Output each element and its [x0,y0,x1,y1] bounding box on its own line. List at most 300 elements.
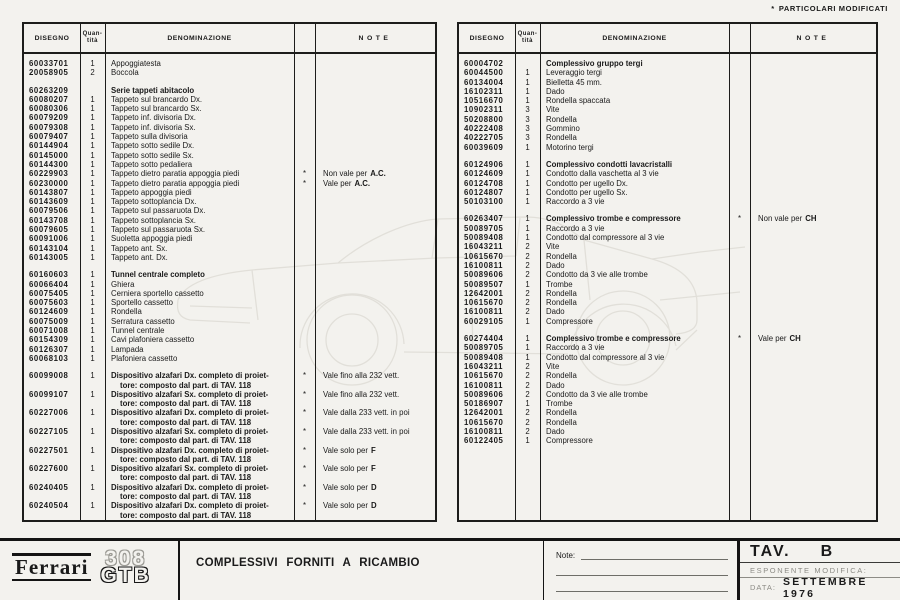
denomination-cell [105,446,294,465]
note-cell [315,113,435,122]
table-row [459,115,876,124]
denomination-cell [540,224,729,233]
quantity-cell: 2 [525,307,530,317]
denomination-cell [105,141,294,150]
quantity-cell: 1 [525,197,530,207]
note-cell [750,334,876,343]
note-label: Note: [556,551,576,560]
table-row [459,233,876,242]
star-cell [294,86,315,95]
note-code: D [370,482,377,492]
star-cell [294,123,315,132]
table-row [459,224,876,233]
denomination-cell [105,132,294,141]
denomination-cell [105,197,294,206]
denomination-cell [540,115,729,124]
denomination-line: Dispositivo alzafari Dx. completo di proiet- [111,445,269,455]
quantity-cell: 2 [525,361,530,371]
quantity-cell: 1 [90,225,95,235]
note-cell [750,124,876,133]
table-header [24,24,435,54]
denomination-cell [540,371,729,380]
table-row [24,169,435,178]
page-title: COMPLESSIVI FORNITI A RICAMBIO [196,557,420,569]
star-cell [729,353,750,362]
denomination-cell [540,169,729,178]
denomination-line: Plafoniera cassetto [111,353,178,363]
denomination-line: Tappeto sulla divisoria [111,132,188,142]
denomination-cell [540,334,729,343]
star-cell [729,242,750,251]
note-cell [315,151,435,160]
note-cell [750,298,876,307]
part-number-cell: 60039609 [464,142,504,152]
note-cell [315,326,435,335]
table-row [24,446,435,465]
part-number-cell: 60240504 [29,501,69,511]
table-row [24,179,435,188]
denomination-line: Vite [546,105,560,115]
footer-divider [178,541,180,600]
column-divider [540,24,541,520]
star-cell: * [737,214,742,224]
part-number-cell: 16100811 [464,307,504,317]
denomination-cell [540,233,729,242]
denomination-line: Vite [546,361,560,371]
note-code: A.C. [354,178,371,188]
note-cell [750,261,876,270]
denomination-line: Raccordo a 3 vie [546,343,605,353]
part-number-cell: 60071008 [29,326,69,336]
star-cell [294,317,315,326]
legend-text: PARTICOLARI MODIFICATI [778,4,888,13]
part-number-cell: 60033701 [29,59,69,68]
star-cell [729,362,750,371]
quantity-cell: 2 [525,371,530,381]
part-number-cell: 60099008 [29,371,69,381]
table-row [459,353,876,362]
denomination-cell [105,59,294,68]
denomination-line: tore: composto dal part. di TAV. 118 [120,380,252,390]
table-row [24,68,435,77]
denomination-cell [540,59,729,68]
star-cell [729,233,750,242]
table-row [24,390,435,409]
star-cell [729,436,750,445]
denomination-line: Condotto per ugello Dx. [546,178,628,188]
denomination-line: tore: composto dal part. di TAV. 118 [120,510,252,520]
denomination-line: Suoletta appoggia piedi [111,234,193,244]
note-code: F [370,445,376,455]
quantity-cell: 1 [90,445,95,455]
quantity-cell: 2 [90,68,95,78]
quantity-cell: 1 [525,169,530,179]
part-number-cell: 60080306 [29,104,69,114]
model-308: 308 [105,547,147,570]
note-cell [315,501,435,520]
part-number-cell: 16043211 [464,361,504,371]
modified-parts-legend [771,4,888,13]
star-cell: * [302,169,307,179]
quantity-cell: 1 [90,501,95,511]
note-text: Vale solo per [323,482,368,492]
part-number-cell: 40222408 [464,124,504,134]
section-gap [24,262,435,270]
quantity-cell: 1 [90,316,95,326]
denomination-cell [540,270,729,279]
part-number-cell: 12642001 [464,288,504,298]
denomination-line: Vite [546,242,560,252]
note-cell [315,86,435,95]
ferrari-logo [12,548,151,586]
denomination-cell [105,307,294,316]
quantity-cell: 1 [90,132,95,142]
note-cell [750,270,876,279]
denomination-line: Bielletta 45 mm. [546,77,602,87]
quantity-cell: 1 [90,288,95,298]
quantity-cell: 3 [525,105,530,115]
denomination-line: Rondella spaccata [546,96,611,106]
table-row [459,289,876,298]
col-header-quantita: Quan- tità [82,31,103,44]
denomination-cell [540,261,729,270]
denomination-cell [105,345,294,354]
asterisk-icon: * [771,4,775,13]
note-cell [750,353,876,362]
denomination-cell [540,143,729,152]
table-row [459,261,876,270]
denomination-cell [540,381,729,390]
star-cell [294,326,315,335]
denomination-cell [105,501,294,520]
quantity-cell: 2 [525,380,530,390]
note-cell [750,252,876,261]
table-row [459,270,876,279]
table-row [24,132,435,141]
quantity-cell: 1 [90,252,95,262]
quantity-cell: 1 [90,206,95,216]
table-row [459,427,876,436]
quantity-cell: 1 [90,426,95,436]
table-row [459,343,876,352]
col-header-note: NOTE [358,34,392,42]
note-cell [315,95,435,104]
quantity-cell: 1 [90,141,95,151]
denomination-line: Tappeto sul passaruota Dx. [111,206,206,216]
note-cell [315,160,435,169]
denomination-cell [540,436,729,445]
quantity-cell: 1 [90,197,95,207]
star-cell [729,143,750,152]
table-row [24,408,435,427]
star-cell [294,225,315,234]
denomination-line: Complessivo trombe e compressore [546,334,681,344]
quantity-cell: 1 [90,326,95,336]
col-header-quantita: Quan- tità [517,31,538,44]
note-cell [750,78,876,87]
note-cell [750,160,876,169]
star-cell [729,381,750,390]
quantity-cell: 1 [90,113,95,123]
part-number-cell: 50089606 [464,270,504,280]
part-number-cell: 60144904 [29,141,69,151]
part-number-cell: 60143609 [29,197,69,207]
star-cell [294,141,315,150]
part-number-cell: 16100811 [464,380,504,390]
denomination-cell [540,343,729,352]
denomination-cell [105,86,294,95]
column-divider [729,24,730,520]
denomination-line: tore: composto dal part. di TAV. 118 [120,492,252,502]
note-cell [315,216,435,225]
denomination-line: Serratura cassetto [111,316,175,326]
column-divider [315,24,316,520]
denomination-line: Tappeto ant. Sx. [111,243,168,253]
denomination-cell [105,123,294,132]
denomination-cell [540,289,729,298]
table-row [24,95,435,104]
part-number-cell: 60079209 [29,113,69,123]
note-cell [315,253,435,262]
note-cell [315,270,435,279]
note-text: Vale solo per [323,464,368,474]
denomination-line: Tappeto sul brancardo Dx. [111,94,203,104]
note-cell [315,390,435,409]
quantity-cell: 2 [525,408,530,418]
star-cell [729,252,750,261]
quantity-cell [515,59,540,68]
denomination-cell [540,362,729,371]
star-cell [729,160,750,169]
denomination-cell [540,399,729,408]
quantity-cell: 1 [90,279,95,289]
parts-table-left [22,22,437,522]
table-body-right [459,54,876,446]
denomination-cell [105,326,294,335]
table-row [24,464,435,483]
table-row [24,206,435,215]
note-cell [315,123,435,132]
note-cell [315,335,435,344]
denomination-line: Appoggiatesta [111,59,161,68]
denomination-cell [540,252,729,261]
denomination-line: Dispositivo alzafari Sx. completo di proiet- [111,389,269,399]
star-cell [294,298,315,307]
quantity-cell: 1 [525,96,530,106]
note-box [556,548,728,592]
part-number-cell: 60240405 [29,482,69,492]
star-cell: * [302,464,307,474]
quantity-cell: 1 [525,159,530,169]
note-cell [315,298,435,307]
quantity-cell: 1 [525,214,530,224]
ferrari-wordmark: Ferrari [12,553,91,581]
denomination-line: tore: composto dal part. di TAV. 118 [120,473,252,483]
table-row [24,160,435,169]
table-header [459,24,876,54]
note-text: Non vale per [323,169,368,179]
quantity-cell: 3 [525,124,530,134]
part-number-cell: 10615670 [464,298,504,308]
note-code: D [370,501,377,511]
note-code: F [370,464,376,474]
table-row [24,483,435,502]
section-gap [459,206,876,214]
note-cell [315,141,435,150]
note-text: Vale per [323,178,352,188]
denomination-line: Sportello cassetto [111,298,173,308]
quantity-cell: 1 [90,159,95,169]
quantity-cell: 1 [525,77,530,87]
part-number-cell: 16100811 [464,260,504,270]
data-value: SETTEMBRE 1976 [782,575,868,600]
part-number-cell: 60143104 [29,243,69,253]
denomination-line: Complessivo trombe e compressore [546,214,681,224]
star-cell: * [302,426,307,436]
denomination-line: Tappeto sottoplancia Sx. [111,215,196,225]
denomination-line: Condotto da 3 vie alle trombe [546,270,648,280]
denomination-cell [105,151,294,160]
table-row [24,307,435,316]
note-cell [315,59,435,68]
note-cell [315,188,435,197]
star-cell [729,224,750,233]
denomination-cell [540,353,729,362]
note-cell [750,197,876,206]
footer-divider [543,541,544,600]
note-cell [750,242,876,251]
quantity-cell: 1 [90,371,95,381]
denomination-cell [540,188,729,197]
section-gap [24,363,435,371]
part-number-cell: 10615670 [464,371,504,381]
table-row [24,216,435,225]
denomination-line: Condotto da 3 vie alle trombe [546,389,648,399]
part-number-cell: 60124708 [464,178,504,188]
denomination-cell [105,244,294,253]
note-cell [750,371,876,380]
part-number-cell: 60044500 [464,68,504,78]
star-cell [294,289,315,298]
star-cell [729,343,750,352]
table-row [459,78,876,87]
quantity-cell: 1 [90,335,95,345]
star-cell [294,307,315,316]
denomination-cell [105,206,294,215]
star-cell [294,345,315,354]
table-row [24,234,435,243]
table-row [24,501,435,520]
table-row [24,123,435,132]
denomination-cell [540,390,729,399]
star-cell [294,244,315,253]
note-cell [750,133,876,142]
part-number-cell: 60075405 [29,288,69,298]
star-cell [729,399,750,408]
part-number-cell: 10615670 [464,417,504,427]
denomination-cell [105,390,294,409]
table-row [459,362,876,371]
part-number-cell: 60066404 [29,279,69,289]
table-row [459,317,876,326]
star-cell [729,68,750,77]
denomination-line: Motorino tergi [546,142,594,152]
part-number-cell: 60143708 [29,215,69,225]
part-number-cell: 60144300 [29,159,69,169]
part-number-cell: 60227501 [29,445,69,455]
table-row [459,169,876,178]
denomination-line: tore: composto dal part. di TAV. 118 [120,399,252,409]
denomination-line: Tappeto dietro paratia appoggia piedi [111,178,240,188]
star-cell [294,188,315,197]
star-cell [294,280,315,289]
denomination-line: Rondella [546,408,577,418]
col-header-note: NOTE [796,34,830,42]
denomination-cell [105,317,294,326]
quantity-cell: 1 [90,215,95,225]
part-number-cell: 60227105 [29,426,69,436]
part-number-cell: 10516670 [464,96,504,106]
note-cell [315,280,435,289]
star-cell [729,317,750,326]
note-text: Vale dalla 233 vett. in poi [323,426,410,436]
denomination-cell [540,160,729,169]
note-cell [750,68,876,77]
star-cell [294,197,315,206]
note-cell [315,244,435,253]
denomination-cell [105,270,294,279]
star-cell [729,280,750,289]
denomination-cell [105,234,294,243]
note-cell [315,104,435,113]
denomination-cell [105,464,294,483]
table-row [459,334,876,343]
star-cell: * [302,408,307,418]
part-number-cell: 40222705 [464,133,504,143]
denomination-line: Ghiera [111,279,135,289]
table-row [24,298,435,307]
denomination-line: Condotto dal compressore al 3 vie [546,352,665,362]
star-cell [729,390,750,399]
denomination-cell [540,105,729,114]
denomination-line: Dado [546,307,565,317]
table-row [459,87,876,96]
star-cell: * [302,482,307,492]
denomination-cell [105,289,294,298]
star-cell [294,132,315,141]
part-number-cell: 60079308 [29,122,69,132]
denomination-line: Leveraggio tergi [546,68,602,78]
note-code: CH [789,334,801,344]
part-number-cell: 60004702 [464,59,504,68]
note-cell [750,436,876,445]
part-number-cell: 60124609 [29,307,69,317]
quantity-cell: 2 [525,242,530,252]
col-header-denominazione: DENOMINAZIONE [602,34,667,42]
note-cell [750,224,876,233]
table-row [459,160,876,169]
note-cell [750,115,876,124]
quantity-cell: 1 [90,178,95,188]
note-cell [315,464,435,483]
table-row [24,270,435,279]
table-row [24,197,435,206]
quantity-cell: 2 [525,298,530,308]
denomination-cell [540,317,729,326]
denomination-line: tore: composto dal part. di TAV. 118 [120,417,252,427]
star-cell [729,105,750,114]
star-cell [729,133,750,142]
